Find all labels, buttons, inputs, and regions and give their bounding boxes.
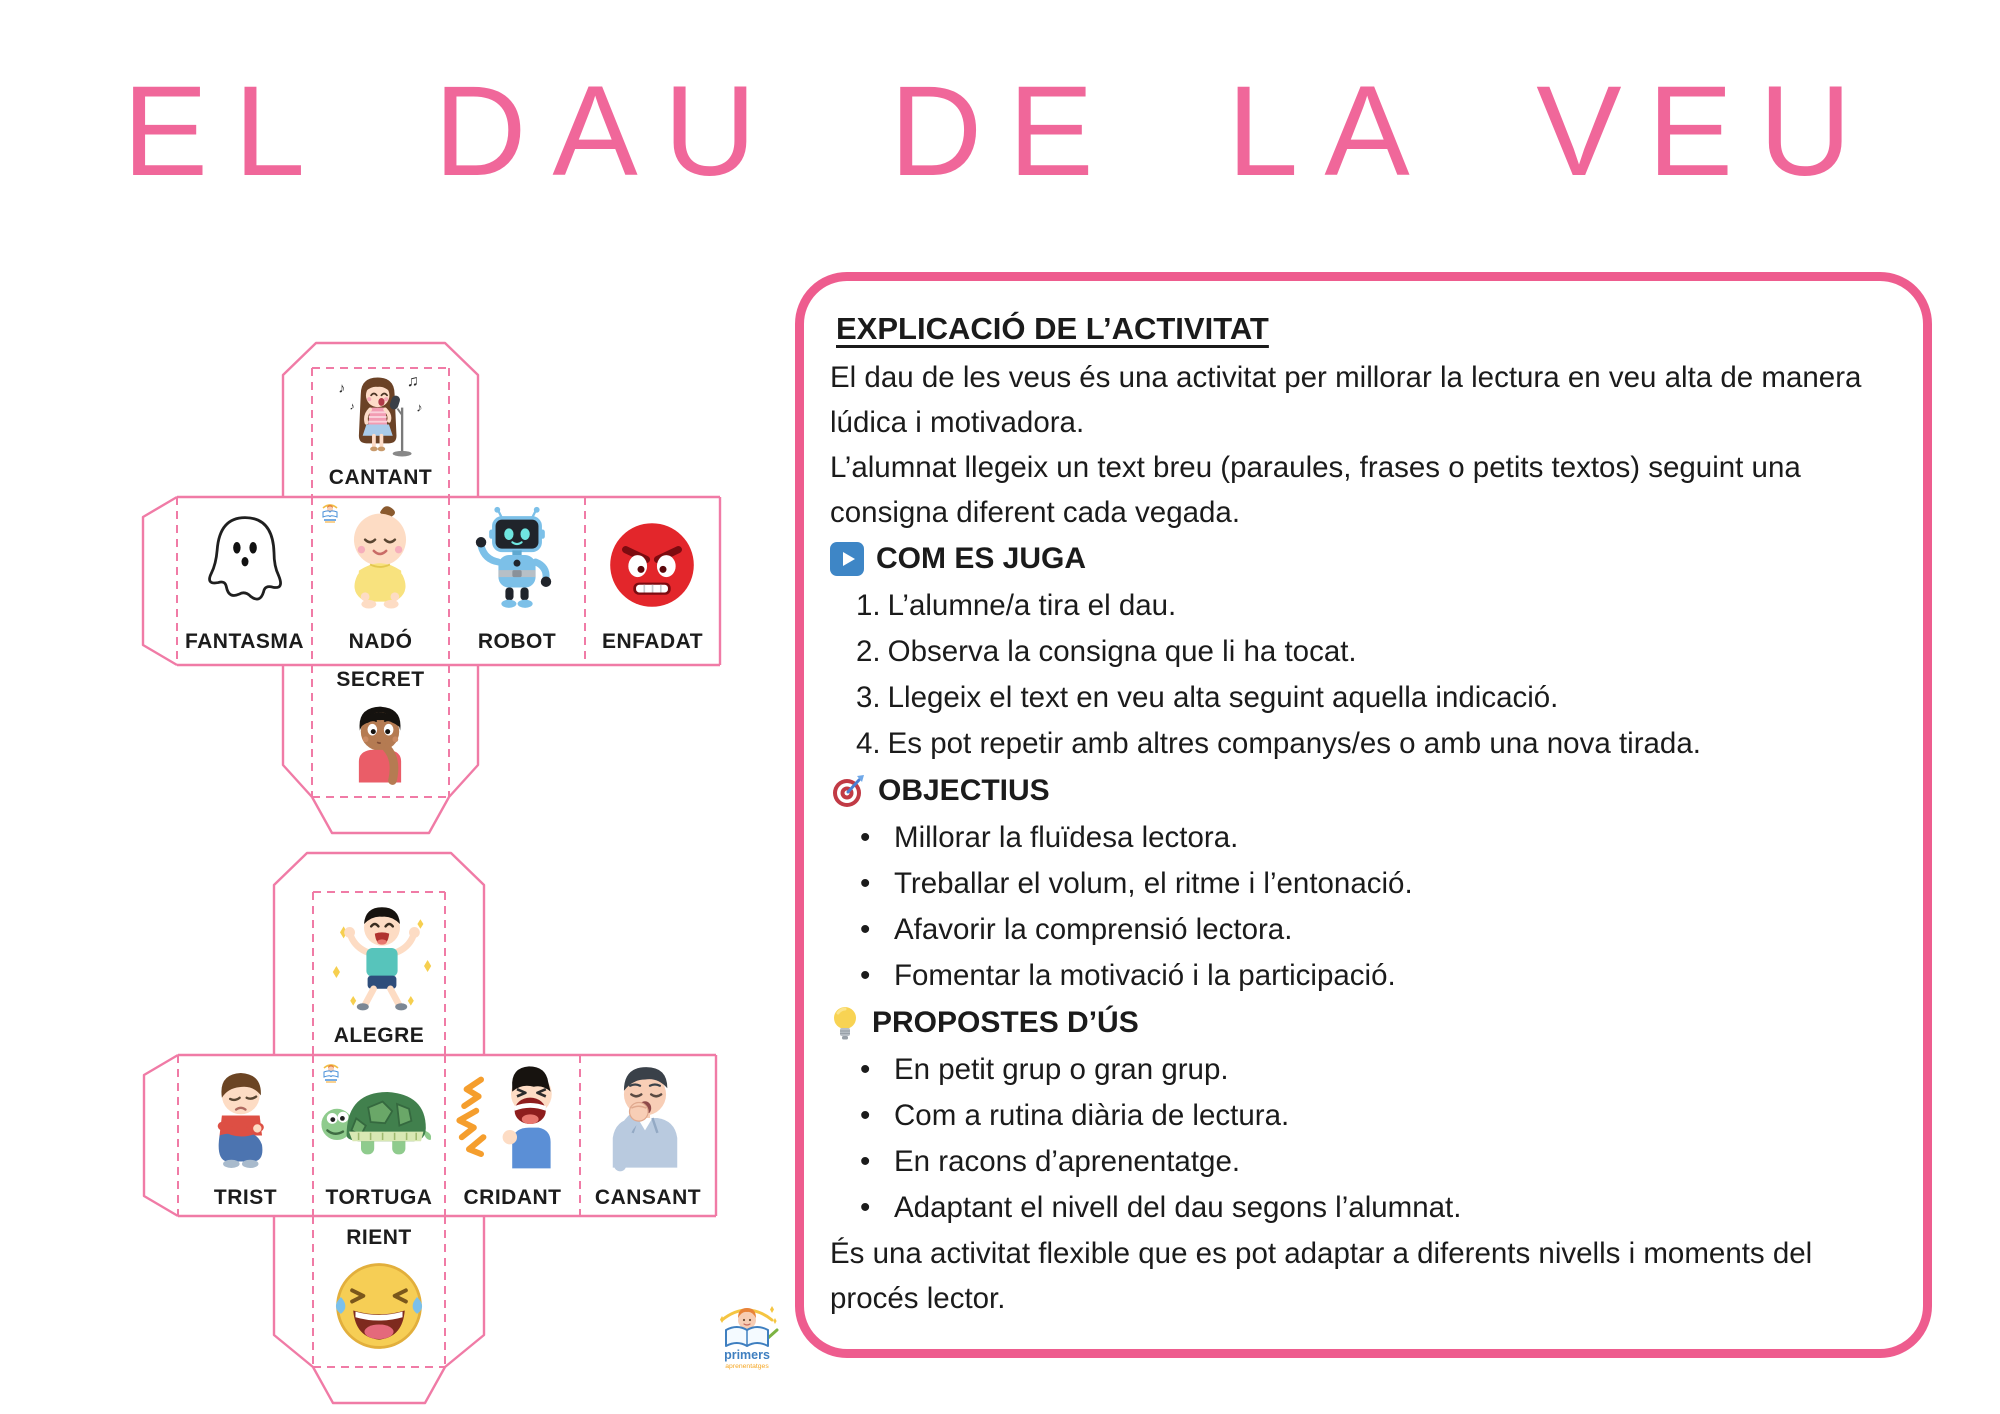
die-face-label: TORTUGA [325,1186,433,1209]
target-icon [830,773,866,809]
step-item: Llegeix el text en veu alta seguint aquella indicació. [887,681,1559,714]
primers-aprenentatges-logo [714,1296,780,1372]
die-face-label: TRIST [213,1186,278,1209]
sad-boy-image [183,1060,308,1178]
step-item: L’alumne/a tira el dau. [887,589,1177,622]
intro-paragraph: L’alumnat llegeix un text breu (paraules, frases o petits textos) seguint una consigna diferent cada vegada. [830,451,1801,529]
objectives-list [830,815,1897,999]
step-item: Observa la consigna que li ha tocat. [887,635,1357,668]
reading-child-logo-icon [714,1296,780,1372]
die-face-label: RIENT [346,1226,412,1249]
die-face-label: CRIDANT [463,1186,562,1209]
objective-item: • Treballar el volum, el ritme i l’entonació. [858,861,1897,907]
page-title: EL DAU DE LA VEU [122,60,1878,203]
how-to-play-heading [830,535,1897,583]
objectives-title: OBJECTIUS [878,774,1050,807]
angry-face-image [588,510,716,620]
primers-aprenentatges-watermark [321,1061,341,1083]
primers-aprenentatges-watermark [320,501,340,523]
yawning-man-image [581,1056,709,1180]
objective-item: • Millorar la fluïdesa lectora. [858,815,1897,861]
explanation-panel [795,272,1932,1358]
die-face-label: ENFADAT [601,630,704,653]
objective-item: • Fomentar la motivació i la participació. [858,953,1897,999]
proposal-item: • En racons d’aprenentatge. [858,1139,1897,1185]
laughing-emoji-image [323,1250,435,1362]
proposal-item: • Com a rutina diària de lectura. [858,1093,1897,1139]
objectives-heading [830,767,1897,815]
closing-paragraph: És una activitat flexible que es pot adaptar a diferents nivells i moments del procés lector. [830,1237,1813,1315]
die-2-net [141,848,741,1408]
how-to-play-title: COM ES JUGA [876,542,1087,575]
play-icon [830,542,864,576]
die-face-label: ROBOT [477,630,557,653]
svg-text:♪: ♪ [416,400,423,415]
logo-line2: aprenentatges [725,1363,769,1370]
die-face-label: NADÓ [348,630,413,653]
logo-line1: primers [724,1348,770,1362]
bulb-icon [830,1005,860,1042]
ghost-image [180,506,310,622]
singer-girl-image [317,370,444,464]
objective-item: • Afavorir la comprensió lectora. [858,907,1897,953]
step-item: Es pot repetir amb altres companys/es o amb una nova tirada. [887,727,1701,760]
svg-text:♫: ♫ [406,372,419,390]
secret-boy-image [320,698,440,794]
shouting-boy-image [445,1056,577,1180]
proposal-item: • En petit grup o gran grup. [858,1047,1897,1093]
die-face-label: SECRET [336,668,425,691]
svg-text:♪: ♪ [338,379,346,396]
proposals-list [830,1047,1897,1231]
how-to-play-steps [830,583,1897,767]
die-face-label: FANTASMA [184,630,305,653]
panel-heading: EXPLICACIÓ DE L’ACTIVITAT [836,311,1269,346]
intro-paragraph: El dau de les veus és una activitat per millorar la lectura en veu alta de manera lúdica i motivadora. [830,361,1862,439]
svg-text:♪: ♪ [349,401,355,413]
die-face-label: ALEGRE [333,1024,425,1047]
die-face-label: CANTANT [328,466,433,489]
proposal-item: • Adaptant el nivell del dau segons l’alumnat. [858,1185,1897,1231]
die-1-net [140,338,740,848]
proposals-heading [830,999,1897,1047]
die-face-label: CANSANT [594,1186,702,1209]
robot-image [452,504,582,620]
proposals-title: PROPOSTES D’ÚS [872,1006,1139,1039]
happy-boy-image [317,900,447,1020]
